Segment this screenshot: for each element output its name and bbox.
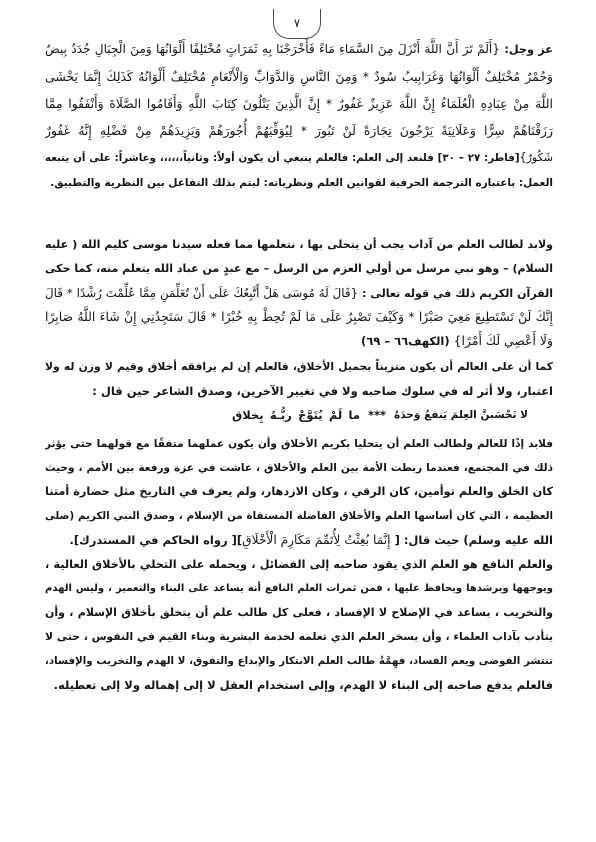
paragraph-1 <box>45 36 553 195</box>
prose-text: كان الخلق والعلم توأمين، كان الرقي ، وكان الازدهار، ولم يعرف في التاريخ مثل حضارة أمتنا <box>45 485 553 498</box>
prose-text: الله عليه وسلم) حيث قال: [ <box>390 533 553 547</box>
text-line <box>45 36 553 63</box>
prose-text: العمل: باعتباره الترجمة الحرفية لقوانين العلم ونظرياته: ليتم بذلك التفاعل بين النظرية والتطبيق. <box>50 177 553 189</box>
prose-text: [فاطر: ٢٧ – ٣٠] فلنعد إلى العلم: فالعلم ينبغي أن يكون أولاً: وثانياً،،،،،، وعاشراً: على أن يتبعه <box>45 152 520 164</box>
quran-verse: وَلَا أَعْصِي لَكَ أَمْرًا} <box>453 333 553 348</box>
prose-text: اعتبار، ولا أثر له في سلوك صاحبه ولا في تغيير الآخرين، وصدق الشاعر حين قال : <box>92 384 553 398</box>
quran-verse: إِنَّكَ لَنْ تَسْتَطِيعَ مَعِيَ صَبْرًا * وَكَيْفَ تَصْبِرُ عَلَى مَا لَمْ تُحِطْ بِهِ خُبْرًا * قَالَ سَتَجِدُنِي إِنْ شَاءَ اللَّهُ صَابِرًا <box>45 309 553 324</box>
paragraph-2 <box>45 233 553 353</box>
prose-text: والعلم النافع هو العلم الذي يقود صاحبه إلى الفضائل ، ويحمله على التحلي بالأخلاق العالية ، <box>45 558 553 571</box>
hadith-quote: إِنَّمَا بُعِثْتُ لِأُتَمِّمَ مَكَارِمَ الْأَخْلَاقِ <box>242 533 391 547</box>
paragraph-4 <box>45 432 553 552</box>
quran-verse: اللَّهَ مِنْ عِبَادِهِ الْعُلَمَاءُ إِنَّ اللَّهَ عَزِيزٌ غَفُورٌ * إِنَّ الَّذِينَ يَتْلُونَ كِتَابَ اللَّهِ وَأَقَامُوا الصَّلَاةَ وَأَنْفَقُوا مِمَّا <box>45 96 553 111</box>
text-line <box>45 171 553 195</box>
prose-text: القرآن الكريم ذلك في قوله تعالى : <box>358 287 553 300</box>
prose-text: العظيمة ، التي كان أساسها العلم والأخلاق الفاضلة المستقاة من الإسلام ، وصدق النبي الكريم (صلى <box>45 510 553 522</box>
text-line <box>45 329 553 353</box>
prose-text: ويوجهها ويرشدها ويحافظ عليها ، فمن ثمرات العلم النافع أنه يساعد على البناء والتعمير ، وليس الهدم <box>45 583 553 594</box>
text-line <box>45 577 553 601</box>
text-line <box>45 117 553 144</box>
quran-verse: رَزَقْنَاهُمْ سِرًّا وَعَلَانِيَةً يَرْجُونَ تِجَارَةً لَنْ تَبُورَ * لِيُوَفِّيَهُمْ أُجُورَهُمْ وَيَزِيدَهُمْ مِنْ فَضْلِهِ إِنَّهُ غَفُورٌ <box>45 123 553 138</box>
prose-text: ولابد لطالب العلم من آداب يجب أن يتحلى بها ، نتعلمها مما فعله سيدنا موسى كليم الله ( عليه <box>45 238 553 251</box>
prose-text: كما أن على العالم أن يكون متزيناً بجميل الأخلاق، فالعلم إن لم يرافقه أخلاق وقيم لا وزن له ولا <box>45 360 553 373</box>
quran-verse: {قَالَ لَهُ مُوسَى هَلْ أَتَّبِعُكَ عَلَى أَنْ تُعَلِّمَنِ مِمَّا عُلِّمْتَ رُشْدًا * قَالَ <box>45 286 359 300</box>
poem-second-hemistich: ما لَمْ يُتَوَّجْ ربُّـهُ بِخلاق <box>232 408 360 422</box>
text-line <box>45 456 553 480</box>
text-line <box>45 355 553 379</box>
text-line <box>45 144 553 171</box>
hadith-citation: ][ رواه الحاكم في المستدرك]. <box>69 533 243 547</box>
prose-text: السلام) – وهو نبي مرسل من أولي العزم من الرسل – مع عبدٍ من عباد الله يتعلم منه، كما حكى <box>45 262 553 275</box>
page-number: ٧ <box>293 16 301 30</box>
text-line <box>45 305 553 329</box>
page-number-frame <box>273 9 321 39</box>
text-line <box>45 90 553 117</box>
text-line <box>45 63 553 90</box>
text-line <box>45 528 553 552</box>
paragraph-3 <box>45 355 553 427</box>
text-line <box>45 379 553 403</box>
quran-verse: {أَلَمْ تَرَ أَنَّ اللَّهَ أَنْزَلَ مِنَ السَّمَاءِ مَاءً فَأَخْرَجْنَا بِهِ ثَمَرَاتٍ مُخْتَلِفًا أَلْوَانُهَا وَمِنَ الْجِبَالِ جُدَدٌ بِيضٌ <box>45 42 500 56</box>
poem-separator: *** <box>367 408 387 422</box>
prose-text: فلابد إذًا للعالم ولطالب العلم أن يتحليا بكريم الأخلاق وأن يكون عملهما متفقًا مع قولهما حتى يؤثر <box>45 438 553 450</box>
prose-text: فالعلم يدفع صاحبه إلى البناء لا الهدم، وإلى استخدام العقل لا إلى إهماله ولا إلى تعطيله. <box>53 678 553 692</box>
poem-verse <box>45 403 553 427</box>
prose-text: يتأدب بآداب العلماء ، وأن يسخر العلم الذي تعلمه لخدمة البشرية وبناء القيم في النفوس ، حتى لا <box>45 630 553 643</box>
surah-citation: (الكهف٦٦ – ٦٩) <box>361 334 454 348</box>
prose-text: تنتشر الفوضى ويعم الفساد، فهِمَّةُ طالب العلم الابتكار والإبداع والتفوق، لا الهدم والتخريب والإفساد، <box>45 655 553 667</box>
text-line <box>45 649 553 673</box>
quran-verse: وَحُمْرٌ مُخْتَلِفٌ أَلْوَانُهَا وَغَرَابِيبُ سُودٌ * وَمِنَ النَّاسِ وَالدَّوَابِّ وَالْأَنْعَامِ مُخْتَلِفٌ أَلْوَانُهُ كَذَلِكَ إِنَّمَا يَخْشَى <box>45 69 553 84</box>
text-line <box>45 673 553 697</box>
poem-first-hemistich: لا تَحْسَبنَّ العِلمَ يَنفعُ وَحدَهُ <box>394 409 528 421</box>
text-line <box>45 601 553 625</box>
text-line <box>45 233 553 257</box>
text-line <box>45 257 553 281</box>
text-line <box>45 480 553 504</box>
text-line <box>45 432 553 456</box>
text-line <box>45 504 553 528</box>
prose-text: ذلك في المجتمع، فعندما ربطت الأمة بين العلم والأخلاق ، عاشت في عزة ورفعة بين الأمم ، وحيث <box>45 462 553 474</box>
text-line <box>45 281 553 305</box>
text-line <box>45 625 553 649</box>
quran-verse: شَكُورٌ} <box>519 151 553 164</box>
prose-text: عز وجل: <box>500 43 553 56</box>
text-line <box>45 553 553 577</box>
prose-text: والتخريب ، يساعد في الإصلاح لا الإفساد ، فعلى كل طالب علم أن يتخلق بأخلاق الإسلام ، وأن <box>45 606 553 619</box>
paragraph-5 <box>45 553 553 697</box>
